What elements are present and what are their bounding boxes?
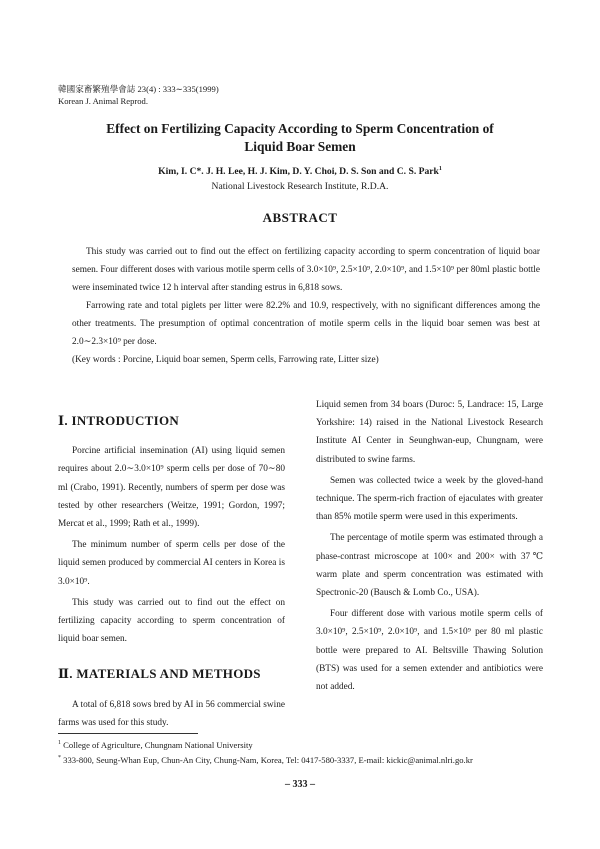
journal-name: Korean J. Animal Reprod. <box>58 95 148 106</box>
abstract-heading: ABSTRACT <box>262 210 338 225</box>
section-spacer <box>58 651 285 661</box>
footnote-1-mark: 1 <box>58 740 61 746</box>
footnote-1 <box>58 737 548 752</box>
introduction-heading: Ⅰ. INTRODUCTION <box>58 413 180 428</box>
methods-paragraph-2: Liquid semen from 34 boars (Duroc: 5, Landrace: 15, Large Yorkshire: 14) raised in the National Livestock Research Institute AI Center in Seunghwan-eup, Chungnam, were distributed to swine farms. <box>316 400 543 465</box>
author-list <box>40 163 560 178</box>
author-footnote-mark: 1 <box>438 166 442 172</box>
intro-paragraph-3: This study was carried out to find out the effect on fertilizing capacity according to sperm concentration of liquid boar semen. <box>58 597 285 645</box>
methods-paragraph-1: A total of 6,818 sows bred by AI in 56 commercial swine farms was used for this study. <box>58 699 285 728</box>
footnote-2 <box>58 752 548 767</box>
journal-header <box>58 84 219 107</box>
methods-paragraph-4: The percentage of motile sperm was estimated through a phase-contrast microscope at 100× and 200× with 37℃ warm plate and sperm concentration was estimated with Spectronic-20 (Bausch & Lomb Co., USA). <box>316 533 543 599</box>
title-line-2: Liquid Boar Semen <box>244 139 356 154</box>
left-column <box>58 408 285 735</box>
intro-paragraph-2: The minimum number of sperm cells per dose of the liquid semen produced by commercial AI centers in Korea is 3.0×10⁹. <box>58 540 285 587</box>
footnote-divider <box>58 733 198 734</box>
footnote-2-text: 333-800, Seung-Whan Eup, Chun-An City, Chung-Nam, Korea, Tel: 0417-580-3337, E-mail: kickic@animal.nlri.go.kr <box>61 754 473 765</box>
right-column <box>316 396 543 699</box>
abstract-keywords: (Key words : Porcine, Liquid boar semen, Sperm cells, Farrowing rate, Litter size) <box>72 355 379 365</box>
methods-heading: Ⅱ. MATERIALS AND METHODS <box>58 666 261 682</box>
abstract-body <box>72 243 540 369</box>
abstract-paragraph-1: This study was carried out to find out the effect on fertilizing capacity according to sperm concentration of liquid boar semen. Four different doses with various motile sperm cells of 3.0×10⁹, 2.5×10⁹, 2.0×10⁹, and 1.5×10⁹ per 80ml plastic bottle were inseminated twice 12 h interval after standing estrus in 6,818 sows. <box>72 247 540 293</box>
intro-paragraph-1: Porcine artificial insemination (AI) using liquid semen requires about 2.0∼3.0×10⁹ sperm cells per dose of 70∼80 ml (Crabo, 1991). Recently, numbers of sperm per dose was tested by other researchers (Weitze, 1991; Gordon, 1997; Mercat et al., 1999; Rath et al., 1999). <box>58 446 285 530</box>
journal-citation: 韓國家畜繁殖學會誌 23(4) : 333∼335(1999) <box>58 84 219 94</box>
abstract-paragraph-2: Farrowing rate and total piglets per litter were 82.2% and 10.9, respectively, with no significant differences among the other treatments. The presumption of optimal concentration of motile sperm cells in the liquid boar semen was best at 2.0∼2.3×10⁹ per dose. <box>72 301 540 347</box>
paper-title <box>40 120 560 156</box>
methods-paragraph-3: Semen was collected twice a week by the gloved-hand technique. The sperm-rich fraction of ejaculates with greater than 85% motile sperm were used in this experiments. <box>316 475 543 523</box>
title-line-1: Effect on Fertilizing Capacity According to Sperm Concentration of <box>106 121 494 136</box>
footnote-2-mark: * <box>58 754 61 761</box>
methods-paragraph-5: Four different dose with various motile sperm cells of 3.0×10⁹, 2.5×10⁹, 2.0×10⁹, and 1.5×10⁹ per 80 ml plastic bottle were prepared to AI. Beltsville Thawing Solution (BTS) was used for a semen extender and antibiotics were not added. <box>316 609 543 693</box>
author-names: Kim, I. C*. J. H. Lee, H. J. Kim, D. Y. Choi, D. S. Son and C. S. Park <box>158 166 439 178</box>
footnote-1-text: College of Agriculture, Chungnam National University <box>61 739 253 750</box>
affiliation: National Livestock Research Institute, R.D.A. <box>211 181 389 192</box>
page-number: – 333 – <box>285 779 315 790</box>
footnotes <box>58 737 548 767</box>
